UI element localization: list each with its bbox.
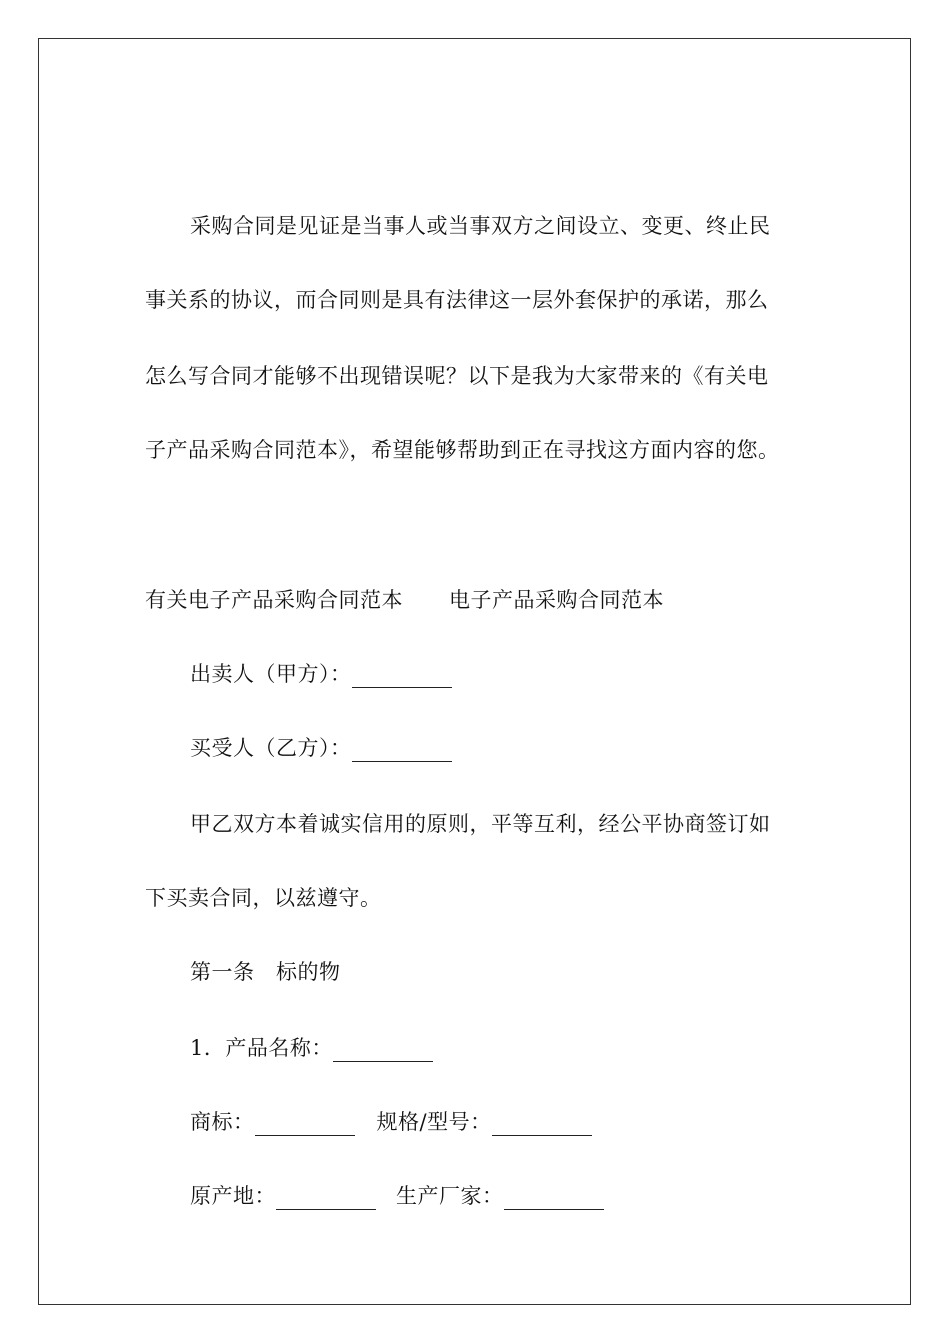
trademark-label: 商标： [190,1110,255,1134]
article-1-heading: 第一条 标的物 [190,960,341,984]
trademark-blank [255,1113,355,1136]
product-name-blank [333,1039,433,1062]
seller-line [190,660,452,688]
document-subtitle: 电子产品采购合同范本 [449,588,664,612]
intro-line-4: 子产品采购合同范本》，希望能够帮助到正在寻找这方面内容的您。 [145,438,780,462]
agreement-line-2: 下买卖合同，以兹遵守。 [145,886,382,910]
product-name-label: 1．产品名称： [190,1036,333,1060]
intro-line-2: 事关系的协议，而合同则是具有法律这一层外套保护的承诺，那么 [145,288,769,312]
document-heading [145,586,664,614]
model-blank [492,1113,592,1136]
manufacturer-label: 生产厂家： [396,1184,504,1208]
agreement-line-1: 甲乙双方本着诚实信用的原则，平等互利，经公平协商签订如 [190,812,771,836]
intro-line-1: 采购合同是见证是当事人或当事双方之间设立、变更、终止民 [190,214,771,238]
seller-blank [352,665,452,688]
origin-manufacturer-line [190,1182,604,1210]
product-name-line [190,1034,433,1062]
model-label: 规格/型号： [376,1110,492,1134]
buyer-line [190,734,452,762]
seller-label: 出卖人（甲方）： [190,662,352,686]
manufacturer-blank [504,1187,604,1210]
buyer-blank [352,739,452,762]
trademark-model-line [190,1108,592,1136]
origin-blank [276,1187,376,1210]
intro-line-3: 怎么写合同才能够不出现错误呢？以下是我为大家带来的《有关电 [145,364,769,388]
buyer-label: 买受人（乙方）： [190,736,352,760]
document-title: 有关电子产品采购合同范本 [145,588,403,612]
origin-label: 原产地： [190,1184,276,1208]
